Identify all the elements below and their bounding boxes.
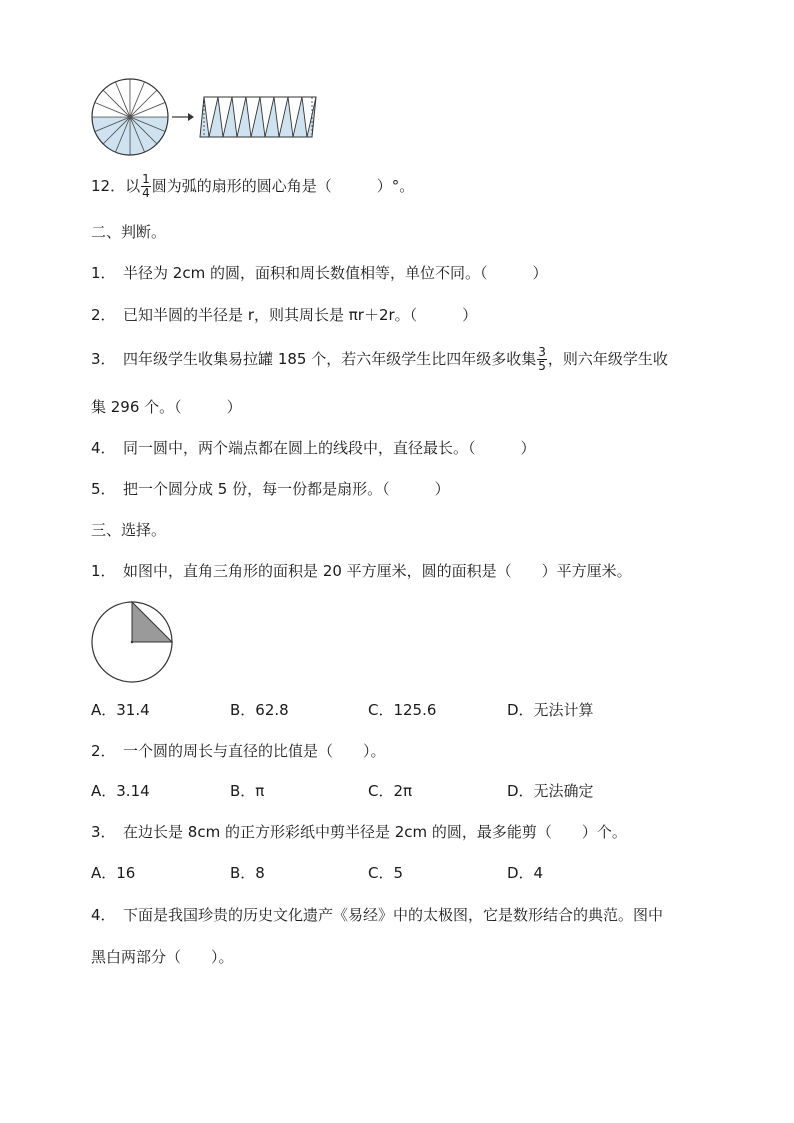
question-12 [91, 173, 414, 200]
choice-question-4-line1: 4． 下面是我国珍贵的历史文化遗产《易经》中的太极图，它是数形结合的典范。图中 [91, 906, 664, 924]
q1-option-a[interactable]: A．31.4 [91, 701, 150, 719]
q1-option-d[interactable]: D．无法计算 [507, 701, 594, 719]
judge-item-3: 3． 四年级学生收集易拉罐 185 个，若六年级学生比四年级多收集 $\frac{3}{5}$ ，则六年级学生收 [91, 345, 668, 373]
choice-question-2: 2． 一个圆的周长与直径的比值是（ ）。 [91, 742, 386, 760]
choice-question-1: 1． 如图中，直角三角形的面积是 20 平方厘米，圆的面积是（ ）平方厘米。 [91, 562, 632, 580]
section-3-title: 三、选择。 [91, 521, 167, 539]
choice-question-4-line2: 黑白两部分（ ）。 [91, 948, 234, 966]
section-2-title: 二、判断。 [91, 223, 167, 241]
q1-option-c[interactable]: C．125.6 [368, 701, 437, 719]
q3-option-c[interactable]: C．5 [368, 864, 404, 882]
q2-option-b[interactable]: B．π [230, 782, 265, 800]
q2-option-d[interactable]: D．无法确定 [507, 782, 594, 800]
q3-option-b[interactable]: B．8 [230, 864, 265, 882]
q2-option-c[interactable]: C．2π [368, 782, 413, 800]
judge-item-2: 2． 已知半圆的半径是 r，则其周长是 πr＋2r。（ ） [91, 306, 478, 324]
q3-fraction: $\frac{3}{5}$ [538, 345, 546, 373]
q12-prefix: 12．以 [91, 177, 141, 195]
judge-item-1: 1． 半径为 2cm 的圆，面积和周长数值相等，单位不同。（ ） [91, 264, 548, 282]
q3-option-a[interactable]: A．16 [91, 864, 136, 882]
judge-item-4: 4． 同一圆中，两个端点都在圆上的线段中，直径最长。（ ） [91, 439, 536, 457]
q2-option-a[interactable]: A．3.14 [91, 782, 150, 800]
q12-fraction: $\frac{1}{4}$ [142, 172, 150, 200]
choice-question-3: 3． 在边长是 8cm 的正方形彩纸中剪半径是 2cm 的圆，最多能剪（ ）个。 [91, 823, 627, 841]
q12-suffix: 圆为弧的扇形的圆心角是（ ）°。 [151, 177, 415, 195]
q1-option-b[interactable]: B．62.8 [230, 701, 289, 719]
circle-triangle-figure [90, 600, 176, 686]
judge-item-3-line2: 集 296 个。（ ） [91, 398, 242, 416]
circle-sectors-figure [88, 76, 338, 160]
judge-item-5: 5． 把一个圆分成 5 份，每一份都是扇形。（ ） [91, 480, 450, 498]
q3-option-d[interactable]: D．4 [507, 864, 544, 882]
